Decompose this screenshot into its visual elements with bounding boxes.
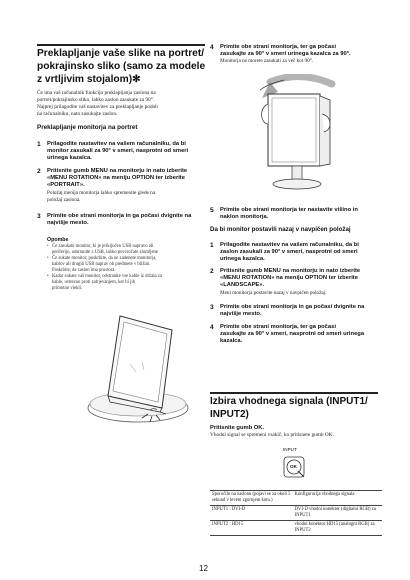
press-ok-description: Vhodni signal se spremeni vsakič, ko pritisnete gumb OK. (210, 432, 334, 438)
input-caption: INPUT (283, 447, 297, 452)
heading-line: Preklapljanje vaše slike na portret/ (37, 48, 205, 59)
table-row: INPUT2 : HD15 vhodni konektor HD15 (analogni RGB) za INPUT2 (210, 521, 382, 536)
ok-label: OK (290, 464, 297, 469)
notes-list (47, 244, 207, 292)
heading-line: pokrajinsko sliko (samo za modele (37, 61, 206, 72)
section-heading-portrait (37, 47, 209, 86)
page-number: 12 (199, 564, 208, 573)
heading-rule (37, 44, 205, 46)
subheading-landscape: Da bi monitor postavili nazaj v navpičen položaj (210, 226, 351, 233)
monitor-rotate-illustration (240, 74, 360, 194)
list-item: • Če zasukate monitor, ki je priključen USB napravo ali periferijo, odstranite z USB, lahko povzročate zlomljene (47, 244, 158, 255)
manual-page: Preklapljanje vaše slike na portret/ pokrajinsko sliko (samo za modele z vrtljivim stojalom)✻ Če ima vaš računalnik funkcijo preklapljanja zaslona na portret/pokrajinsko sliko, lahko zaslon zasukate za 90°. Najprej prilagodite vaš nastavitev za preklapljanje podob na računalniku, nato zasukajte zaslon. Preklapljanje monitorja na portret 1 Prilagodite nastavitev na vašem računalniku, da bi monitor zasukali za 90° v smeri, nasprotni od smeri urinega kazalca. 2 Pritisnite gumb MENU na monitorju in nato izberite «MENU ROTATION» na meniju OPTION ter izberite «PORTRAIT». Položaj menija monitorja lahko spremenite glede na položaj zaslona. 3 Primite obe strani monitorja in ga počasi dvignite na najvišje mesto. Opombe • Če zasukate monitor, ki je priključen USB napravo ali periferijo, odstranite z USB, lahko povzročate zlomljene • Če sukate monitor, poskrbite, da ne zadenete monitorja, kablov ali drugih USB naprav ob predmete v bližini. Poskrbite, da zaslon ima prostora. • Kadar sukate vaš monitor, odstranite vse kable iz držala za kable, ustrezno proti zatrjevanjem, ker bi jih primotno vlekli. 4 Primite obe strani monitorja, ter ga počasi zasukajte za 90° v smeri urinega kazalca za 90°. Monitorja ne morete zasukati za več kot 90°. 5 Primite obe strani monitorja ter nastavite višino in naklon monitorja. Da bi monitor postavili nazaj v navpičen položaj 1 Prilagodite nastavitev na vašem računalniku, da bi zaslon zasukali za 90° v smeri, nasprotni od smeri urinega kazalca. 2 Pritisnite gumb MENU na monitorju in nato izberite «MENU ROTATION» na meniju OPTION ter izberite «LANDSCAPE». Meni monitorja postavite nazaj v navpičen položaj. 3 Primite obe strani monitorja in ga počasi dvignite na najvišje mesto. 4 Primite obe strani monitorja, ter ga počasi zasukajte za 90° v smeri, nasprotni od smeri urinega kazalca. Izbira vhodnega signala (INPUT1/ INPUT2) Pritisnite gumb OK. Vhodni signal se spremeni vsakič, ko pritisnete gumb OK. INPUT OK Sporočilo na zaslonu (pojavi se za okoli 5 sekund v levem zgornjem kotu.) Konfiguracija vhodnega signala INPUT1 : DVI-D DVI-D vhodni konektor (digitalni RGB) za INPUT1 INPUT2 : HD15 vhodni konektor HD15 (analogni RGB) za INPUT2 12 (0, 0, 410, 580)
table-row: Sporočilo na zaslonu (pojavi se za okoli 5 sekund v levem zgornjem kotu.) Konfiguracija vhodnega signala (210, 491, 382, 506)
press-ok-label: Pritisnite gumb OK. (210, 425, 265, 431)
list-item: • Kadar sukate vaš monitor, odstranite vse kable iz držala za kable, ustrezno proti zatrjevanjem, ker bi jih primotno vlekli. (47, 274, 162, 291)
section-heading-input: Izbira vhodnega signala (INPUT1/ INPUT2) (210, 396, 368, 420)
notes-title: Opombe (47, 237, 69, 243)
intro-paragraph: Če ima vaš računalnik funkcijo preklapljanja zaslona na portret/pokrajinsko sliko, lahko zaslon zasukate za 90°. Najprej prilagodite vaš nastavitev za preklapljanje podob na računalniku, nato zasukajte zaslon. (37, 90, 158, 117)
monitor-tilt-illustration (80, 304, 200, 436)
input-signal-table (210, 490, 382, 536)
table-row: INPUT1 : DVI-D DVI-D vhodni konektor (digitalni RGB) za INPUT1 (210, 506, 382, 521)
list-item: • Če sukate monitor, poskrbite, da ne zadenete monitorja, kablov ali drugih USB naprav ob predmete v bližini. Poskrbite, da zaslon ima prostora. (47, 256, 157, 273)
heading-line: z vrtljivim stojalom)✻ (37, 74, 141, 85)
subheading-portrait: Preklapljanje monitorja na portret (37, 124, 138, 131)
heading-rule (210, 392, 378, 394)
